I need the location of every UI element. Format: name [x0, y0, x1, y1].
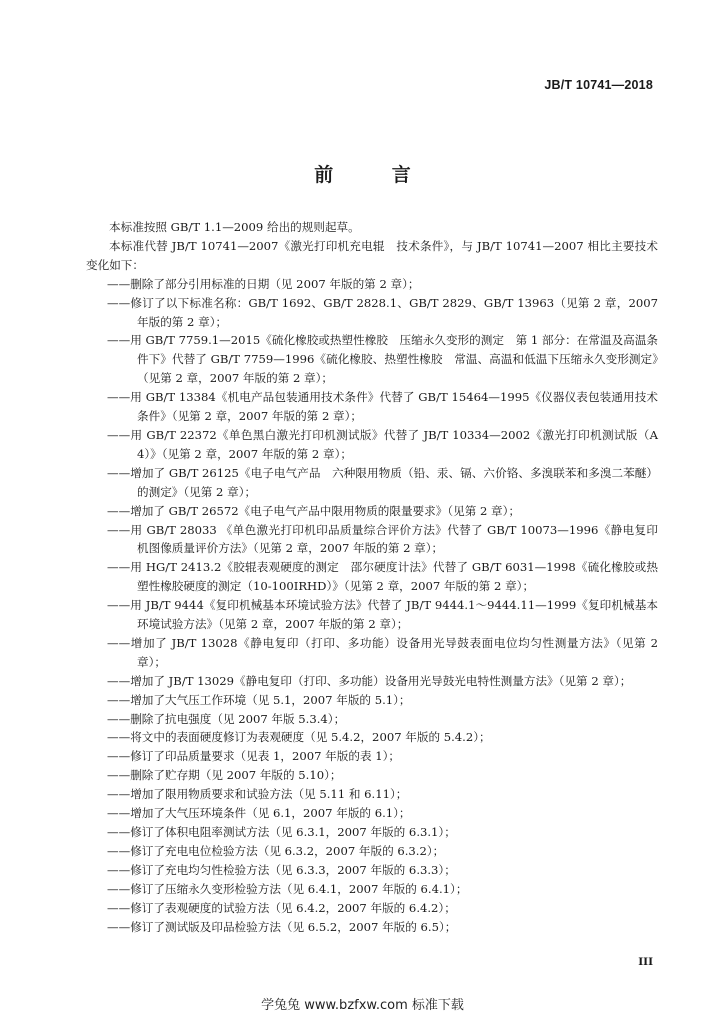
- list-item: ——增加了限用物质要求和试验方法（见 5.11 和 6.11）；: [107, 787, 408, 802]
- list-item: ——用 GB/T 7759.1—2015《硫化橡胶或热塑性橡胶 压缩永久变形的测定 第 1 部分：在常温及高温条件下》代替了 GB/T 7759—1996《硫化橡胶、热塑性橡胶 常温、高温和低温下压缩永久变形测定》（见第 2 章，2007 年版的第 2 章）；: [107, 333, 658, 386]
- paragraph: 本标准代替 JB/T 10741—2007《激光打印机充电辊 技术条件》，与 JB/T 10741—2007 相比主要技术变化如下：: [86, 238, 658, 272]
- list-item: ——修订了充电均匀性检验方法（见 6.3.3，2007 年版的 6.3.3）；: [107, 862, 456, 877]
- paragraph: 本标准按照 GB/T 1.1—2009 给出的规则起草。: [109, 220, 360, 234]
- document-code: JB/T 10741—2018: [544, 78, 653, 92]
- list-item: ——用 GB/T 22372《单色黑白激光打印机测试版》代替了 JB/T 10334—2002《激光打印机测试版（A4）》（见第 2 章，2007 年版的第 2 章）；: [107, 427, 658, 461]
- list-item: ——用 HG/T 2413.2《胶辊表观硬度的测定 邵尔硬度计法》代替了 GB/T 6031—1998《硫化橡胶或热塑性橡胶硬度的测定（10-100IRHD）》（见第 2 章，2007 年版的第 2 章）；: [107, 560, 658, 594]
- list-item: ——修订了测试版及印品检验方法（见 6.5.2，2007 年版的 6.5）；: [107, 919, 457, 934]
- list-item: ——删除了抗电强度（见 2007 年版 5.3.4）；: [107, 711, 346, 726]
- list-item: ——修订了印品质量要求（见表 1，2007 年版的表 1）；: [107, 749, 400, 764]
- list-item: ——用 GB/T 28033 《单色激光打印机印品质量综合评价方法》代替了 GB/T 10073—1996《静电复印机图像质量评价方法》（见第 2 章，2007 年版的第 2 章）；: [107, 522, 658, 556]
- list-item: ——增加了 GB/T 26572《电子电气产品中限用物质的限量要求》（见第 2 章）；: [107, 503, 521, 518]
- list-item: ——删除了部分引用标准的日期（见 2007 年版的第 2 章）；: [107, 276, 420, 291]
- change-list: [86, 275, 658, 937]
- list-item: ——删除了贮存期（见 2007 年版的 5.10）；: [107, 768, 342, 783]
- list-item: ——用 GB/T 13384《机电产品包装通用技术条件》代替了 GB/T 15464—1995《仪器仪表包装通用技术条件》（见第 2 章，2007 年版的第 2 章）；: [107, 390, 658, 424]
- page-title: 前 言: [314, 164, 437, 186]
- document-body: [86, 218, 658, 936]
- list-item: ——增加了 JB/T 13028《静电复印（打印、多功能）设备用光导鼓表面电位均匀性测量方法》（见第 2 章）；: [107, 635, 658, 669]
- list-item: ——修订了体积电阻率测试方法（见 6.3.1，2007 年版的 6.3.1）；: [107, 825, 456, 839]
- list-item: ——增加了 JB/T 13029《静电复印（打印、多功能）设备用光导鼓光电特性测量方法》（见第 2 章）；: [107, 673, 632, 688]
- list-item: ——增加了 GB/T 26125《电子电气产品 六种限用物质（铅、汞、镉、六价铬、多溴联苯和多溴二苯醚）的测定》（见第 2 章）；: [107, 465, 658, 499]
- list-item: ——修订了以下标准名称：GB/T 1692、GB/T 2828.1、GB/T 2829、GB/T 13963（见第 2 章，2007 年版的第 2 章）；: [107, 295, 658, 329]
- page-number: III: [638, 956, 653, 968]
- list-item: ——增加了大气压环境条件（见 6.1，2007 年版的 6.1）；: [107, 806, 411, 821]
- list-item: ——修订了压缩永久变形检验方法（见 6.4.1，2007 年版的 6.4.1）；: [107, 881, 468, 896]
- list-item: ——增加了大气压工作环境（见 5.1，2007 年版的 5.1）；: [107, 692, 411, 707]
- list-item: ——将文中的表面硬度修订为表观硬度（见 5.4.2，2007 年版的 5.4.2）；: [107, 730, 491, 745]
- watermark-footer: 学兔兔 www.bzfxw.com 标准下载: [261, 998, 464, 1013]
- list-item: ——修订了充电电位检验方法（见 6.3.2，2007 年版的 6.3.2）；: [107, 843, 445, 858]
- list-item: ——修订了表观硬度的试验方法（见 6.4.2，2007 年版的 6.4.2）；: [107, 900, 456, 915]
- list-item: ——用 JB/T 9444《复印机械基本环境试验方法》代替了 JB/T 9444.1～9444.11—1999《复印机械基本环境试验方法》（见第 2 章，2007 年版的第 2 章）；: [107, 598, 658, 632]
